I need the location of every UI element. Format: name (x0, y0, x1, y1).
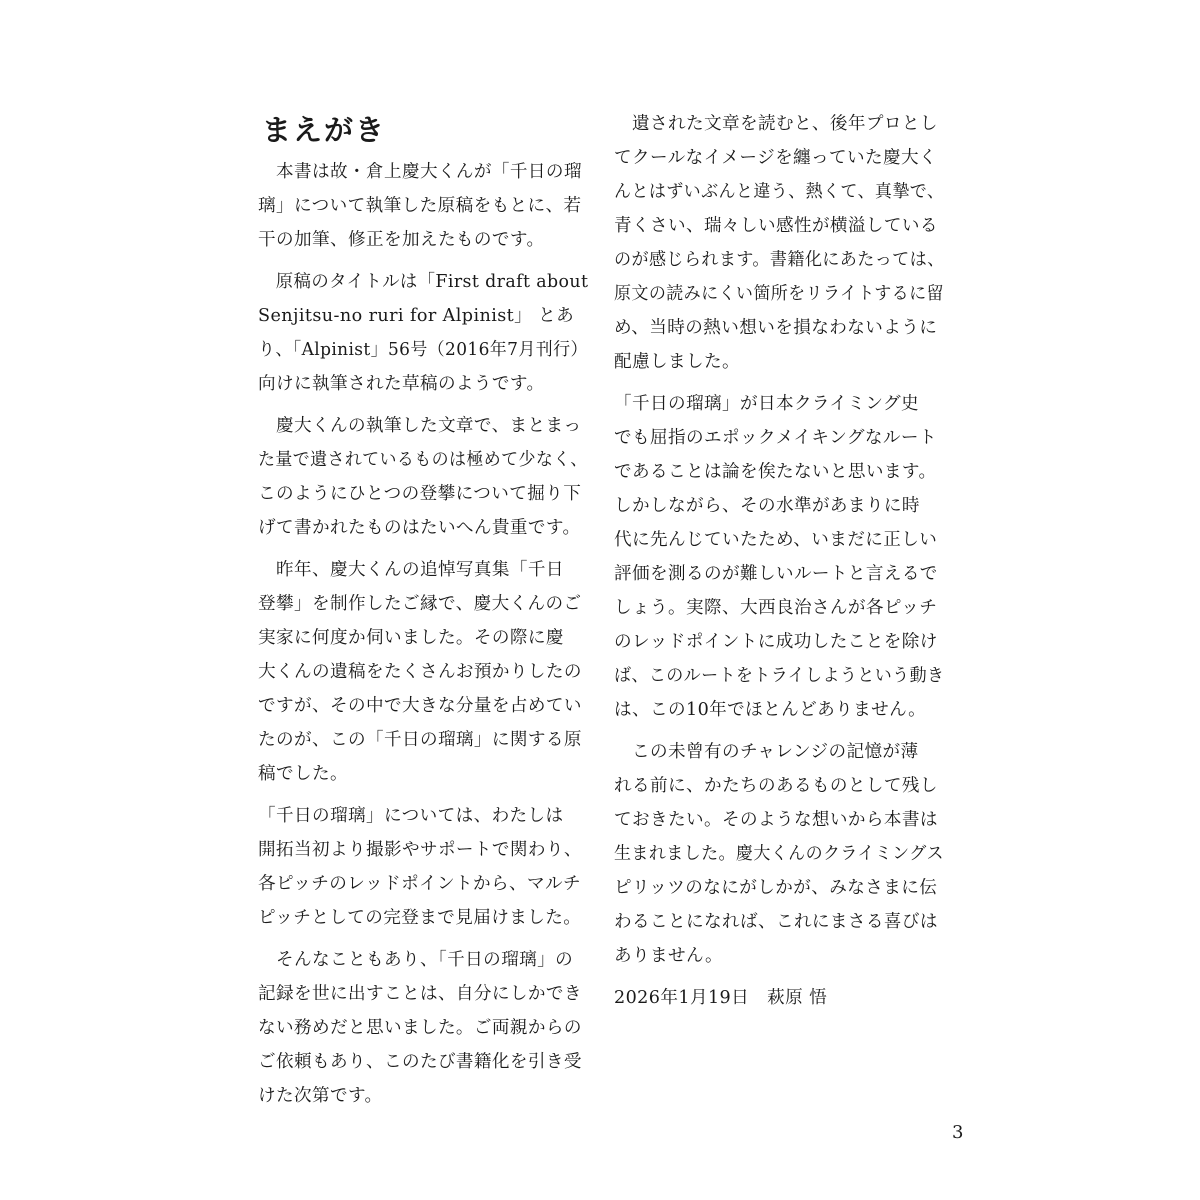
text-line: けた次第です。 (258, 1086, 383, 1106)
text-line: ば、このルートをトライしようという動き (614, 666, 945, 686)
text-line: め、当時の熱い想いを損なわないように (614, 318, 938, 338)
text-line: のが感じられます。書籍化にあたっては、 (614, 250, 945, 270)
text-line: 生まれました。慶大くんのクライミングス (614, 844, 944, 864)
text-line: このようにひとつの登攀について掘り下 (258, 484, 582, 504)
text-line: 評価を測るのが難しいルートと言えるで (614, 564, 938, 584)
text-line: 登攀」を制作したご縁で、慶大くんのご (258, 594, 582, 614)
text-line: 大くんの遺稿をたくさんお預かりしたの (258, 662, 582, 682)
text-line: 青くさい、瑞々しい感性が横溢している (614, 216, 938, 236)
text-line: り、「Alpinist」56号（2016年7月刊行） (258, 340, 588, 360)
text-line: 「千日の瑠璃」が日本クライミング史 (614, 394, 920, 414)
text-line: てクールなイメージを纏っていた慶大く (614, 148, 938, 168)
text-line: Senjitsu-no ruri for Alpinist」 とあ (258, 306, 575, 326)
text-line: は、この10年でほとんどありません。 (614, 700, 927, 720)
text-line: この未曾有のチャレンジの記憶が薄 (614, 742, 919, 762)
text-line: 代に先んじていたため、いまだに正しい (614, 530, 938, 550)
text-line: 慶大くんの執筆した文章で、まとまっ (258, 416, 582, 436)
text-line: ありません。 (614, 946, 724, 966)
text-line: 向けに執筆された草稿のようです。 (258, 374, 545, 394)
text-line: 璃」について執筆した原稿をもとに、若 (258, 196, 582, 216)
text-line: 稿でした。 (258, 764, 348, 784)
text-line: そんなこともあり、「千日の瑠璃」の (258, 950, 574, 970)
text-line: ですが、その中で大きな分量を占めてい (258, 696, 582, 716)
page-heading: まえがき (262, 113, 387, 147)
text-line: げて書かれたものはたいへん貴重です。 (258, 518, 581, 538)
text-line: ピッチとしての完登まで見届けました。 (258, 908, 582, 928)
text-line: んとはずいぶんと違う、熱くて、真摯で、 (614, 182, 945, 202)
text-line: 遺された文章を読むと、後年プロとし (614, 114, 938, 134)
text-line: 原文の読みにくい箇所をリライトするに留 (614, 284, 944, 304)
text-line: れる前に、かたちのあるものとして残し (614, 776, 938, 796)
text-line: しかしながら、その水準があまりに時 (614, 496, 920, 516)
text-line: 「千日の瑠璃」については、わたしは (258, 806, 564, 826)
text-line: たのが、この「千日の瑠璃」に関する原 (258, 730, 582, 750)
text-line: のレッドポイントに成功したことを除け (614, 632, 938, 652)
text-line: わることになれば、これにまさる喜びは (614, 912, 938, 932)
text-line: 昨年、慶大くんの追悼写真集「千日 (258, 560, 564, 580)
text-line: 配慮しました。 (614, 352, 740, 372)
text-line: 記録を世に出すことは、自分にしかでき (258, 984, 582, 1004)
text-line: 原稿のタイトルは「First draft about (258, 272, 589, 292)
page-number: 3 (952, 1122, 964, 1143)
text-line: 本書は故・倉上慶大くんが「千日の瑠 (258, 162, 582, 182)
text-line: た量で遺されているものは極めて少なく、 (258, 450, 588, 470)
text-line: 干の加筆、修正を加えたものです。 (258, 230, 545, 250)
signature-date-author: 2026年1月19日 萩原 悟 (614, 988, 828, 1008)
text-line: ご依頼もあり、このたび書籍化を引き受 (258, 1052, 582, 1072)
text-line: しょう。実際、大西良治さんが各ピッチ (614, 598, 938, 618)
text-line: でも屈指のエポックメイキングなルート (614, 428, 937, 448)
text-line: 実家に何度か伺いました。その際に慶 (258, 628, 564, 648)
text-line: ピリッツのなにがしかが、みなさまに伝 (614, 878, 938, 898)
text-line: であることは論を俟たないと思います。 (614, 462, 937, 482)
text-line: 開拓当初より撮影やサポートで関わり、 (258, 840, 582, 860)
text-line: ない務めだと思いました。ご両親からの (258, 1018, 582, 1038)
text-line: ておきたい。そのような想いから本書は (614, 810, 938, 830)
text-line: 各ピッチのレッドポイントから、マルチ (258, 874, 582, 894)
